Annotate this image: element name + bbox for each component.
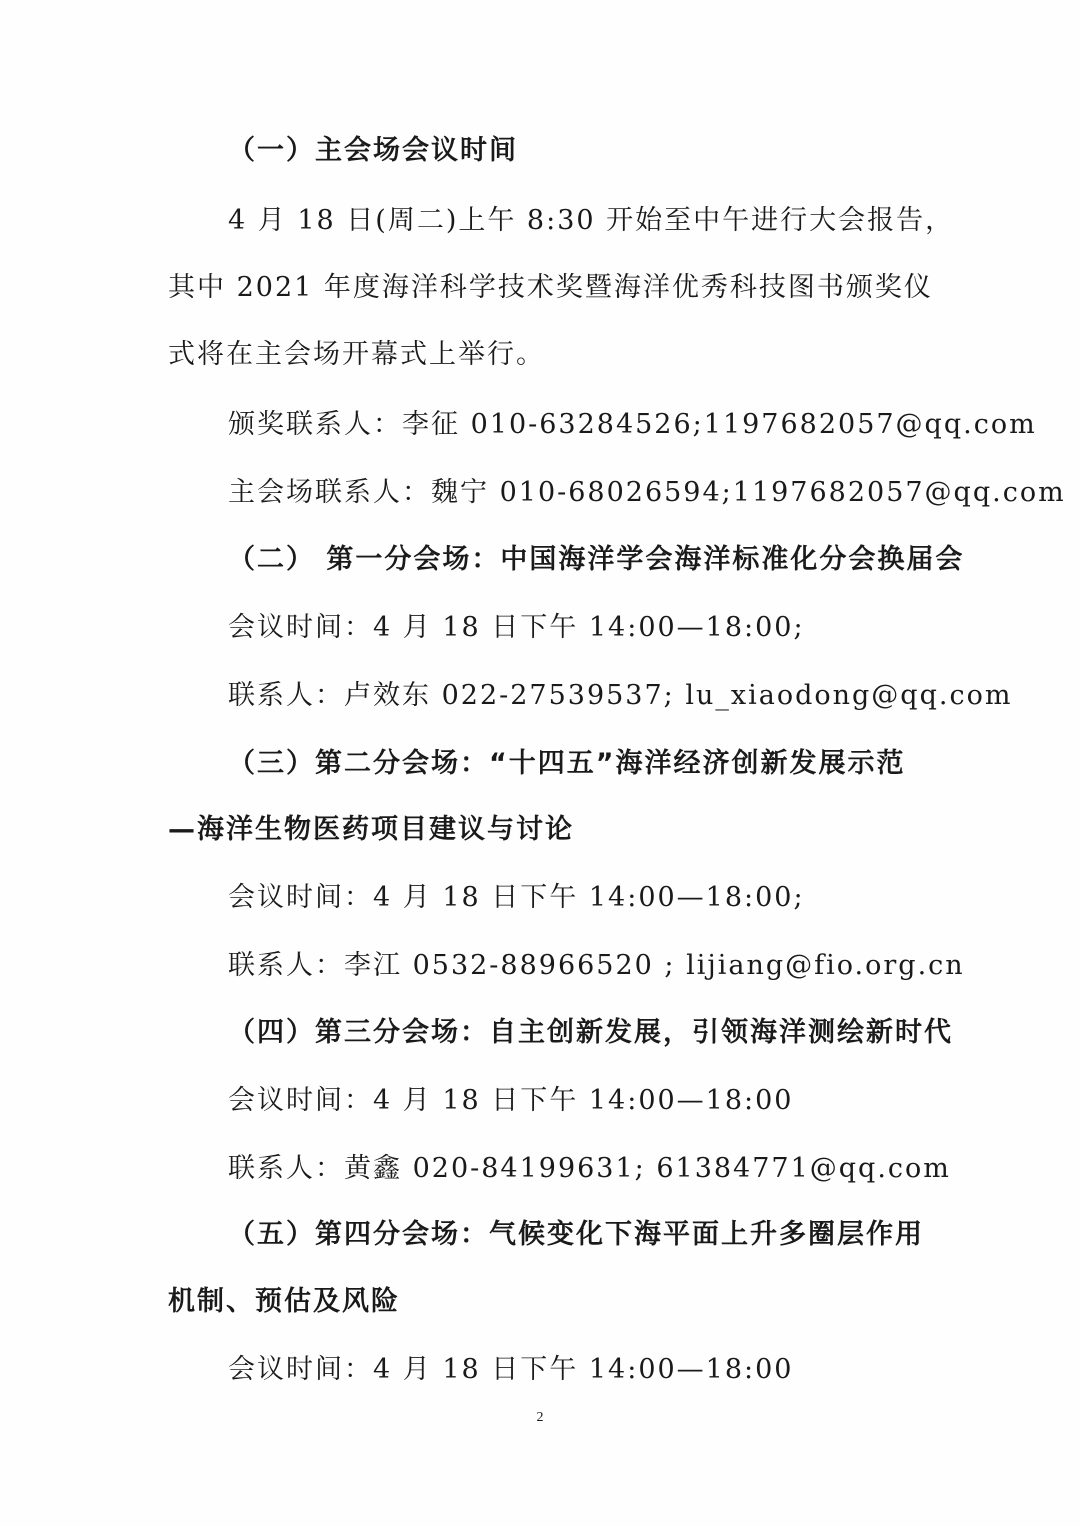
section-3-contact: 联系人：李江 0532-88966520 ; lijiang@fio.org.cn [228,950,965,981]
section-3-time: 会议时间：4 月 18 日下午 14:00—18:00; [228,882,805,913]
section-1-heading: （一）主会场会议时间 [228,135,518,166]
section-2-contact: 联系人：卢效东 022-27539537; lu_xiaodong@qq.com [228,680,1013,711]
section-5-heading-line-1: （五）第四分会场：气候变化下海平面上升多圈层作用 [228,1219,924,1250]
award-contact: 颁奖联系人：李征 010-63284526;1197682057@qq.com [228,409,1037,440]
section-2-heading: （二） 第一分会场：中国海洋学会海洋标准化分会换届会 [228,544,965,575]
section-3-heading-line-2: —海洋生物医药项目建议与讨论 [168,814,574,845]
section-5-heading-line-2: 机制、预估及风险 [168,1286,400,1317]
section-4-time: 会议时间：4 月 18 日下午 14:00—18:00 [228,1085,794,1116]
main-venue-contact: 主会场联系人：魏宁 010-68026594;1197682057@qq.com [228,477,1066,508]
section-4-contact: 联系人：黄鑫 020-84199631; 61384771@qq.com [228,1153,951,1184]
section-2-time: 会议时间：4 月 18 日下午 14:00—18:00; [228,612,805,643]
section-4-heading: （四）第三分会场：自主创新发展，引领海洋测绘新时代 [228,1017,953,1048]
section-1-paragraph-line-1: 4 月 18 日(周二)上午 8:30 开始至中午进行大会报告， [228,205,955,236]
section-3-heading-line-1: （三）第二分会场：“十四五”海洋经济创新发展示范 [228,748,906,779]
section-5-time: 会议时间：4 月 18 日下午 14:00—18:00 [228,1354,794,1385]
section-1-paragraph-line-3: 式将在主会场开幕式上举行。 [168,339,545,370]
page-number: 2 [536,1410,544,1425]
section-1-paragraph-line-2: 其中 2021 年度海洋科学技术奖暨海洋优秀科技图书颁奖仪 [168,272,933,303]
